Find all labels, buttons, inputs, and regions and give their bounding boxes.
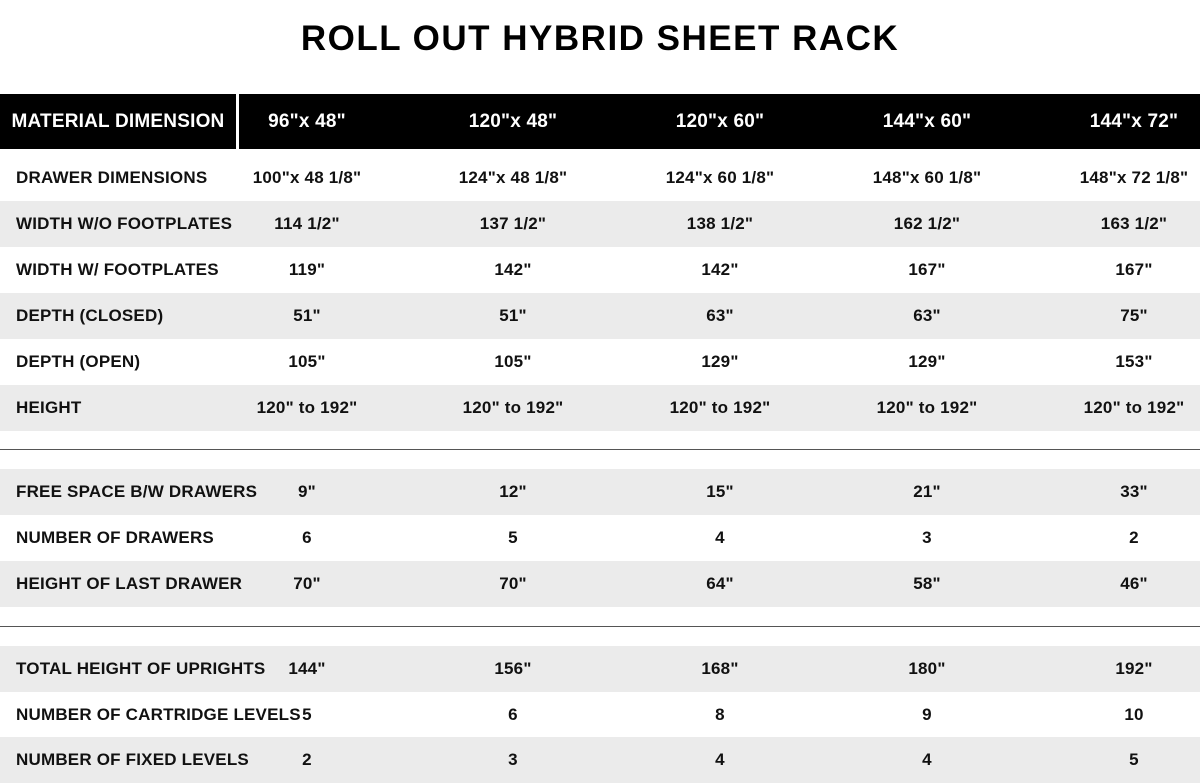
cell: 167" [908,260,946,279]
cell: 8 [715,705,725,724]
row-label: NUMBER OF FIXED LEVELS [16,750,249,769]
row-label: DEPTH (OPEN) [16,352,141,371]
cell: 5 [1129,750,1139,769]
cell: 51" [499,306,527,325]
cell: 64" [706,574,734,593]
cell: 120" to 192" [669,398,771,417]
header-size: 120"x 48" [468,111,558,132]
cell: 51" [293,306,321,325]
cell: 2 [1129,528,1139,547]
cell: 138 1/2" [686,214,754,233]
cell: 9" [298,482,316,501]
table-row [0,737,1200,783]
cell: 58" [913,574,941,593]
row-label: NUMBER OF DRAWERS [16,528,214,547]
table-row [0,515,1200,561]
header-size: 96"x 48" [268,111,346,132]
cell: 10 [1124,705,1144,724]
cell: 105" [288,352,326,371]
row-label: FREE SPACE B/W DRAWERS [16,482,258,501]
cell: 100"x 48 1/8" [252,168,362,187]
cell: 129" [701,352,739,371]
table-row [0,293,1200,339]
cell: 144" [288,659,326,678]
cell: 129" [908,352,946,371]
cell: 5 [302,705,312,724]
table-row [0,561,1200,607]
table-row [0,247,1200,293]
header-size: 144"x 72" [1089,111,1179,132]
row-label: HEIGHT [16,398,82,417]
cell: 4 [715,528,725,547]
row-label: WIDTH W/O FOOTPLATES [16,214,233,233]
cell: 120" to 192" [462,398,564,417]
cell: 168" [701,659,739,678]
row-label: DRAWER DIMENSIONS [16,168,208,187]
cell: 12" [499,482,527,501]
cell: 142" [701,260,739,279]
cell: 2 [302,750,312,769]
cell: 153" [1115,352,1153,371]
cell: 163 1/2" [1100,214,1168,233]
cell: 70" [293,574,321,593]
cell: 6 [302,528,312,547]
cell: 167" [1115,260,1153,279]
cell: 63" [913,306,941,325]
cell: 33" [1120,482,1148,501]
cell: 105" [494,352,532,371]
cell: 4 [715,750,725,769]
cell: 119" [288,260,326,279]
row-label: WIDTH W/ FOOTPLATES [16,260,219,279]
header-label: MATERIAL DIMENSION [0,94,239,149]
table-row [0,339,1200,385]
table-row [0,155,1200,201]
cell: 162 1/2" [893,214,961,233]
cell: 46" [1120,574,1148,593]
table-row [0,201,1200,247]
cell: 180" [908,659,946,678]
table-row [0,646,1200,692]
cell: 75" [1120,306,1148,325]
cell: 120" to 192" [256,398,358,417]
row-label: TOTAL HEIGHT OF UPRIGHTS [16,659,266,678]
header-size: 144"x 60" [882,111,972,132]
table-row [0,469,1200,515]
cell: 124"x 48 1/8" [458,168,568,187]
row-label: DEPTH (CLOSED) [16,306,164,325]
table-row [0,692,1200,738]
cell: 137 1/2" [479,214,547,233]
section-divider [0,626,1200,627]
cell: 120" to 192" [1083,398,1185,417]
section-divider [0,449,1200,450]
cell: 21" [913,482,941,501]
header-size: 120"x 60" [675,111,765,132]
cell: 70" [499,574,527,593]
cell: 192" [1115,659,1153,678]
table-row [0,385,1200,431]
cell: 124"x 60 1/8" [665,168,775,187]
cell: 148"x 72 1/8" [1079,168,1189,187]
table-header-row [0,94,1200,149]
row-label: HEIGHT OF LAST DRAWER [16,574,243,593]
cell: 4 [922,750,932,769]
cell: 120" to 192" [876,398,978,417]
page-title: ROLL OUT HYBRID SHEET RACK [300,19,900,58]
cell: 114 1/2" [274,214,340,233]
cell: 9 [922,705,932,724]
cell: 63" [706,306,734,325]
cell: 15" [706,482,734,501]
row-label: NUMBER OF CARTRIDGE LEVELS [16,705,301,724]
cell: 5 [508,528,518,547]
cell: 6 [508,705,518,724]
cell: 156" [494,659,532,678]
cell: 3 [922,528,932,547]
cell: 142" [494,260,532,279]
cell: 3 [508,750,518,769]
cell: 148"x 60 1/8" [872,168,982,187]
